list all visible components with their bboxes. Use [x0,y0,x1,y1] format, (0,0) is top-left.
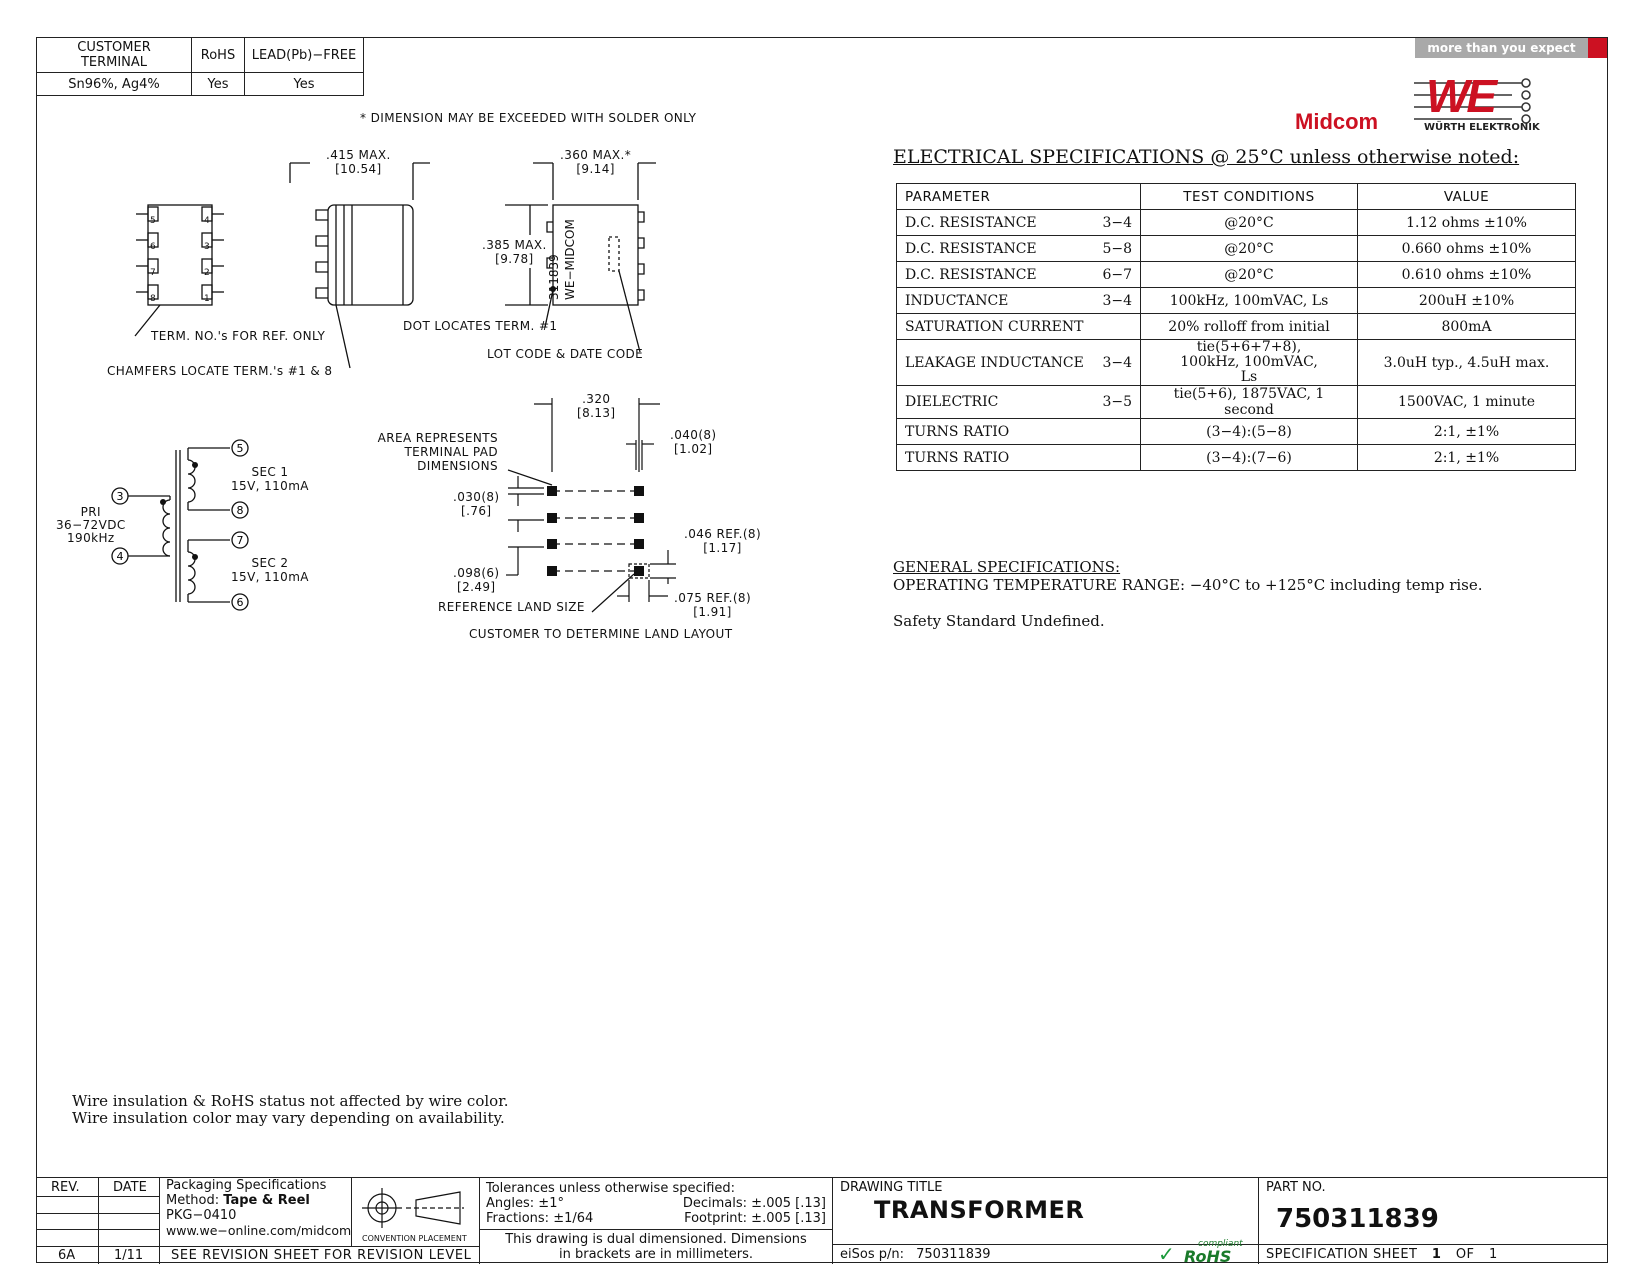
param-name: TURNS RATIO [905,449,1010,466]
accent-block [1588,38,1607,58]
pin-6-label: 6 [236,596,244,609]
param-pins: 3−4 [1102,354,1132,371]
spec-value: 200uH ±10% [1358,288,1576,314]
wire-note: Wire insulation & RoHS status not affected by wire color. [72,1092,509,1110]
sec2-label [231,556,309,584]
spec-value: 3.0uH typ., 4.5uH max. [1358,340,1576,386]
dim-height-mm: [9.78] [495,252,534,266]
ref-height-dim [684,527,761,555]
tagline-bar [1415,38,1588,58]
test-condition: tie(5+6), 1875VAC, 1 second [1141,386,1358,419]
table-row [897,340,1576,386]
sec2-name: SEC 2 [251,556,289,570]
pin-number: 6 [150,242,156,252]
test-condition: 100kHz, 100mVAC, Ls [1141,288,1358,314]
pri-name: PRI [80,505,101,519]
drawing-title: TRANSFORMER [874,1196,1085,1224]
dim-width [326,148,391,176]
spec-value: 2:1, ±1% [1358,445,1576,471]
ref-w-in: .075 REF.(8) [674,591,752,605]
wire-notes [72,1093,509,1127]
param-name: D.C. RESISTANCE [905,214,1037,231]
we-logo [1412,70,1540,137]
test-condition: (3−4):(5−8) [1141,419,1358,445]
rohs-value: Yes [192,73,245,96]
pitch-y-dim [453,566,500,594]
pad-w-in: .040(8) [670,428,717,442]
test-condition: @20°C [1141,262,1358,288]
primary-winding [163,500,170,556]
dim-height-in: .385 MAX. [482,238,547,252]
leadfree-header: LEAD(Pb)−FREE [245,38,364,73]
param-name: TURNS RATIO [905,423,1010,440]
pad-w-mm: [1.02] [674,442,713,456]
date-value: 1/11 [114,1248,144,1263]
sec2-rating: 15V, 110mA [231,570,309,584]
land-pad [634,539,644,549]
eisos-label: eiSos p/n: [840,1247,904,1262]
pad-h-mm: [.76] [461,504,492,518]
convention-placement: CONVENTION PLACEMENT [362,1234,467,1243]
eisos-number: 750311839 [916,1247,991,1262]
we-letters: WE [1426,70,1495,122]
sec1-name: SEC 1 [251,465,289,479]
dim-width-mm: [10.54] [335,162,382,176]
header-parameter: PARAMETER [897,184,1141,210]
tol-angles-label: Angles: [486,1196,535,1211]
pin-number: 5 [150,216,156,226]
tolerance-title: Tolerances unless otherwise specified: [486,1181,736,1196]
dim-height [482,238,547,266]
pitch-x-mm: [8.13] [577,406,616,420]
term-note: TERM. NO.'s FOR REF. ONLY [151,329,326,343]
terminal-value: Sn96%, Ag4% [37,73,192,96]
pin-number: 1 [204,294,210,304]
param-pins: 3−4 [1102,292,1132,309]
param-pins: 5−8 [1102,240,1132,257]
date-label: DATE [113,1180,147,1195]
tol-fractions: ±1/64 [553,1211,594,1226]
pins-left [150,208,156,312]
of-label: OF [1455,1247,1475,1262]
rev-value: 6A [58,1248,76,1263]
dim-depth-mm: [9.14] [576,162,615,176]
sheet-label: SPECIFICATION SHEET [1266,1247,1418,1262]
midcom-logo: Midcom [1295,109,1379,134]
param-name: LEAKAGE INDUCTANCE [905,354,1084,371]
area-note [328,431,498,473]
wurth-text: WÜRTH ELEKTRONIK [1424,122,1540,133]
rev-label: REV. [51,1180,80,1195]
rohs-text: RoHS [1184,1247,1232,1266]
param-name: INDUCTANCE [905,292,1009,309]
leadfree-value: Yes [245,73,364,96]
lot-note: LOT CODE & DATE CODE [487,347,644,361]
primary-label [56,506,126,545]
general-specs [893,558,1483,630]
area-note-line1: AREA REPRESENTS [377,431,498,445]
param-pins: 3−5 [1102,394,1132,410]
pri-frequency: 190kHz [67,531,115,545]
drawing-title-label: DRAWING TITLE [840,1180,943,1195]
tol-footprint-label: Footprint: [684,1211,748,1226]
ref-h-in: .046 REF.(8) [684,527,762,541]
table-row [897,419,1576,445]
tol-footprint-mm: .13 [800,1211,821,1226]
land-pad [547,486,557,496]
table-row [897,445,1576,471]
tagline: more than you expect [1427,41,1576,55]
pad-height-dim [453,490,500,518]
chamfer-note: CHAMFERS LOCATE TERM.'s #1 & 8 [107,364,333,378]
dot-note: DOT LOCATES TERM. #1 [403,319,558,333]
pin-number: 8 [150,294,156,304]
eisos-block [840,1247,991,1262]
spec-value: 0.610 ohms ±10% [1358,262,1576,288]
sec1-rating: 15V, 110mA [231,479,309,493]
tol-decimals: ±.005 [751,1196,792,1211]
wire-note: Wire insulation color may vary depending on availability. [72,1109,505,1127]
pins-right [204,208,210,312]
param-pins: 3−4 [1102,214,1132,231]
marking-brand: WE−MIDCOM [563,219,577,300]
tolerances-block: Tolerances unless otherwise specified: Angles: ±1° Decimals: ±.005 [.13] Fractions: ±1/64 Footprint: ±.005 [.13] [486,1181,826,1226]
pin-number: 3 [204,242,210,252]
packaging-title: Packaging Specifications [166,1178,327,1193]
packaging-block [166,1178,351,1238]
spec-value: 800mA [1358,314,1576,340]
see-revision-note: SEE REVISION SHEET FOR REVISION LEVEL [171,1248,472,1263]
temperature-range: OPERATING TEMPERATURE RANGE: −40°C to +125°C including temp rise. [893,576,1483,594]
param-name: D.C. RESISTANCE [905,266,1037,283]
dim-depth [560,148,631,176]
test-condition: @20°C [1141,210,1358,236]
land-pad [547,513,557,523]
marking-part: 311839 [547,254,561,300]
pri-voltage: 36−72VDC [56,518,126,532]
pin-8-label: 8 [236,504,244,517]
tol-angles: ±1° [538,1196,564,1211]
tol-decimals-label: Decimals: [682,1196,748,1211]
spec-value: 2:1, ±1% [1358,419,1576,445]
table-row [897,386,1576,419]
land-pad [634,513,644,523]
table-row [897,288,1576,314]
safety-standard: Safety Standard Undefined. [893,612,1105,630]
title-block [36,1177,1608,1264]
table-row [897,314,1576,340]
dual-line2: in brackets are in millimeters. [558,1247,754,1262]
spec-value: 1.12 ohms ±10% [1358,210,1576,236]
pitch-y-in: .098(6) [453,566,500,580]
packaging-method: Tape & Reel [223,1193,310,1208]
area-note-line2: TERMINAL PAD DIMENSIONS [404,445,498,473]
dual-line1: This drawing is dual dimensioned. Dimensions [505,1232,807,1247]
tol-footprint: ±.005 [751,1211,792,1226]
param-name: D.C. RESISTANCE [905,240,1037,257]
spec-value: 0.660 ohms ±10% [1358,236,1576,262]
part-no-label: PART NO. [1266,1180,1326,1195]
pin-number: 4 [204,216,210,226]
electrical-spec-table [896,183,1576,471]
land-pad [634,486,644,496]
ref-width-dim [674,591,751,619]
schematic [0,420,320,620]
check-icon: ✓ [1158,1242,1175,1266]
param-name: DIELECTRIC [905,394,999,410]
pin-7-label: 7 [236,534,244,547]
packaging-code: PKG−0410 [166,1208,237,1223]
header-test-conditions: TEST CONDITIONS [1141,184,1358,210]
table-row [897,262,1576,288]
test-condition: tie(5+6+7+8), 100kHz, 100mVAC, Ls [1141,340,1358,386]
test-condition: @20°C [1141,236,1358,262]
header-value: VALUE [1358,184,1576,210]
pin-number: 2 [204,268,210,278]
land-pad [547,539,557,549]
tol-decimals-mm: .13 [800,1196,821,1211]
general-title: GENERAL SPECIFICATIONS: [893,558,1121,576]
sheet-block [1266,1247,1498,1262]
test-condition: 20% rolloff from initial [1141,314,1358,340]
pitch-x-dim [577,392,615,420]
customer-land-note: CUSTOMER TO DETERMINE LAND LAYOUT [469,627,733,641]
pad-width-dim [670,428,717,456]
rohs-badge [1158,1239,1256,1266]
pin-4-label: 4 [116,550,124,563]
tol-fractions-label: Fractions: [486,1211,550,1226]
param-name: SATURATION CURRENT [905,318,1084,335]
rohs-header: RoHS [192,38,245,73]
ref-h-mm: [1.17] [703,541,742,555]
table-row [897,210,1576,236]
pin-3-label: 3 [116,490,124,503]
dim-width-in: .415 MAX. [326,148,391,162]
part-number: 750311839 [1276,1204,1439,1234]
pin-number: 7 [150,268,156,278]
sec1-label [231,465,309,493]
param-pins: 6−7 [1102,266,1132,283]
spec-value: 1500VAC, 1 minute [1358,386,1576,419]
website-link[interactable]: www.we−online.com/midcom [166,1223,352,1238]
dual-dimension-note [482,1232,830,1262]
ref-w-mm: [1.91] [693,605,732,619]
pad-h-in: .030(8) [453,490,500,504]
land-pad [547,566,557,576]
test-condition: (3−4):(7−6) [1141,445,1358,471]
pin-5-label: 5 [236,442,244,455]
pitch-x-in: .320 [582,392,611,406]
ref-land-note: REFERENCE LAND SIZE [438,600,585,614]
pitch-y-mm: [2.49] [457,580,496,594]
dim-depth-in: .360 MAX.* [560,148,632,162]
projection-symbol-icon [356,1184,474,1234]
electrical-title: ELECTRICAL SPECIFICATIONS @ 25°C unless otherwise noted: [893,146,1520,168]
sheet-number: 1 [1431,1247,1442,1262]
terminal-header: CUSTOMER TERMINAL [37,38,192,73]
rohs-compliant: compliant [1198,1239,1243,1249]
part-marking [546,219,578,300]
table-row [897,236,1576,262]
solder-note: * DIMENSION MAY BE EXCEEDED WITH SOLDER ONLY [360,111,697,125]
sheet-total: 1 [1488,1247,1498,1262]
packaging-method-label: Method: [166,1193,220,1208]
land-pad [634,566,644,576]
